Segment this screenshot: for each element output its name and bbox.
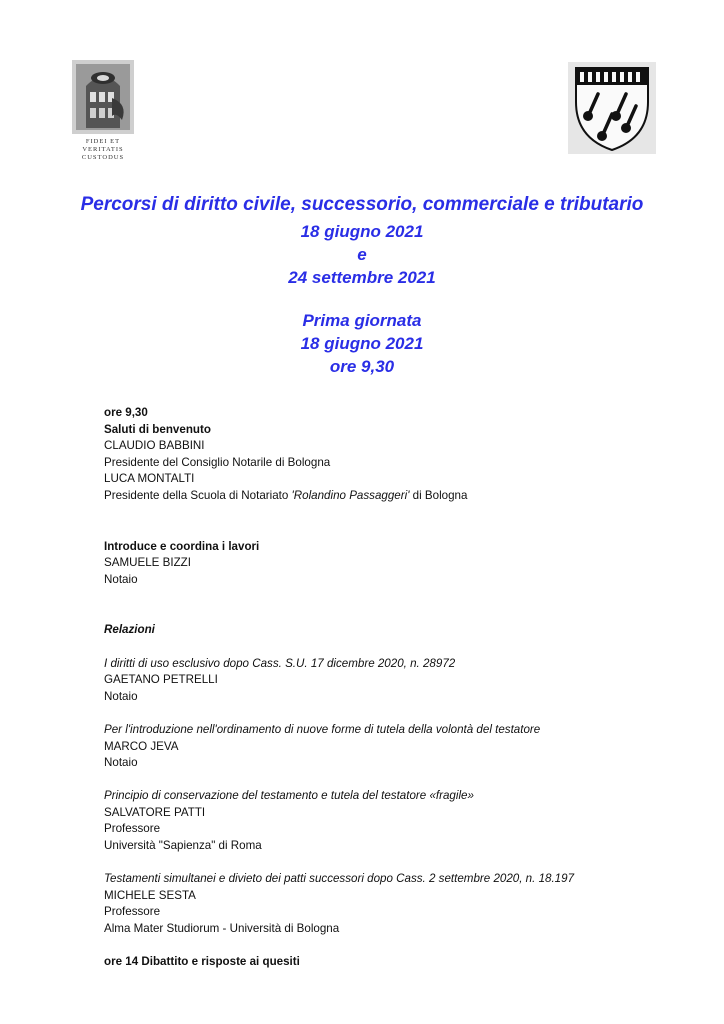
closing-session: ore 14 Dibattito e risposte ai quesiti	[104, 955, 300, 969]
event-title-block	[0, 190, 724, 378]
talk-1-role: Notaio	[104, 689, 138, 703]
talk-2-title: Per l'introduzione nell'ordinamento di nuove forme di tutela della volontà del testatore	[104, 722, 541, 736]
event-date-conjunction: e	[357, 245, 367, 264]
talk-1-speaker: GAETANO PETRELLI	[104, 673, 218, 687]
relazioni-heading: Relazioni	[104, 623, 155, 637]
event-date-1: 18 giugno 2021	[300, 222, 424, 241]
talk-4-affiliation: Alma Mater Studiorum - Università di Bologna	[104, 922, 340, 936]
coat-of-arms-icon	[568, 62, 656, 154]
coordinator-role: Notaio	[104, 572, 138, 586]
talk-3-title: Principio di conservazione del testamento e tutela del testatore «fragile»	[104, 789, 474, 803]
day-time: ore 9,30	[329, 357, 395, 376]
event-title: Percorsi di diritto civile, successorio, commerciale e tributario	[80, 194, 644, 215]
coat-of-arms-logo	[568, 62, 656, 154]
talk-2-role: Notaio	[104, 756, 138, 770]
day-label: Prima giornata	[302, 311, 422, 330]
notary-seal-logo	[68, 58, 138, 162]
talk-3-speaker: SALVATORE PATTI	[104, 805, 206, 819]
event-date-2: 24 settembre 2021	[288, 268, 436, 287]
welcome-time: ore 9,30	[104, 406, 148, 419]
seal-motto-line-2: VERITATIS	[82, 146, 124, 153]
welcome-speaker-2-name: LUCA MONTALTI	[104, 472, 195, 486]
talk-1-title: I diritti di uso esclusivo dopo Cass. S.U. 17 dicembre 2020, n. 28972	[104, 656, 456, 670]
coordinator-name: SAMUELE BIZZI	[104, 556, 191, 570]
welcome-speaker-2-role: Presidente della Scuola di Notariato 'Rolandino Passaggeri' di Bologna	[104, 488, 468, 502]
agenda	[104, 405, 704, 971]
talk-4-speaker: MICHELE SESTA	[104, 888, 196, 902]
welcome-speaker-1-name: CLAUDIO BABBINI	[104, 439, 205, 453]
coordinator-heading: Introduce e coordina i lavori	[104, 539, 260, 553]
welcome-heading: Saluti di benvenuto	[104, 422, 211, 436]
talk-4-title: Testamenti simultanei e divieto dei patti successori dopo Cass. 2 settembre 2020, n. 18.197	[104, 872, 575, 886]
talk-4-role: Professore	[104, 905, 161, 919]
day-date: 18 giugno 2021	[300, 334, 424, 353]
seal-motto-line-3: CUSTODUS	[81, 154, 125, 161]
talk-3-affiliation: Università "Sapienza" di Roma	[104, 839, 262, 853]
welcome-speaker-1-role: Presidente del Consiglio Notarile di Bologna	[104, 455, 331, 469]
talk-3-role: Professore	[104, 822, 161, 836]
talk-2-speaker: MARCO JEVA	[104, 739, 179, 753]
notary-seal-icon	[68, 58, 138, 162]
seal-motto-line-1: FIDEI ET	[85, 138, 121, 145]
